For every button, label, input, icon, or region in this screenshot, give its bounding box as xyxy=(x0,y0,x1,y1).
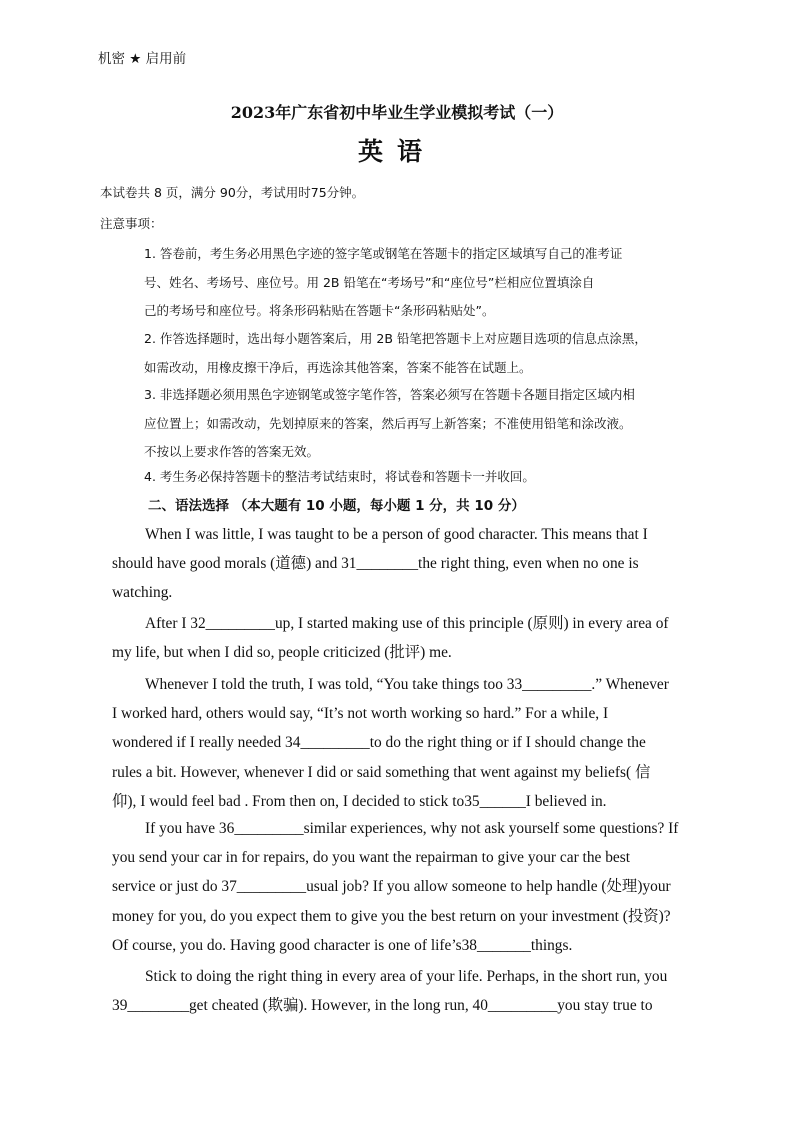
note-line: 不按以上要求作答的答案无效。 xyxy=(144,444,320,459)
passage-paragraph-5 xyxy=(112,962,702,1020)
passage-line: my life, but when I did so, people criticized (批评) me. xyxy=(112,644,452,662)
passage-line: you send your car in for repairs, do you want the repairman to give your car the best xyxy=(112,849,630,867)
passage-line: If you have 36_________similar experiences, why not ask yourself some questions? If xyxy=(145,820,679,837)
note-line: 己的考场号和座位号。将条形码粘贴在答题卡“条形码粘贴处”。 xyxy=(144,303,495,318)
passage-line: Stick to doing the right thing in every area of your life. Perhaps, in the short run, you xyxy=(145,968,668,985)
note-line: 2. 作答选择题时，选出每小题答案后，用 2B 铅笔把答题卡上对应题目选项的信息点涂黑， xyxy=(144,331,647,346)
passage-paragraph-3 xyxy=(112,670,702,816)
note-line: 应位置上；如需改动，先划掉原来的答案，然后再写上新答案；不准使用铅笔和涂改液。 xyxy=(144,415,632,431)
passage-line: Of course, you do. Having good character is one of life’s38_______things. xyxy=(112,936,573,954)
passage-line: 仰), I would feel bad . From then on, I decided to stick to35______I believed in. xyxy=(112,792,607,810)
note-item-2 xyxy=(144,325,704,382)
passage-line: I worked hard, others would say, “It’s not worth working so hard.” For a while, I xyxy=(112,705,609,723)
notes-label: 注意事项： xyxy=(100,216,163,231)
note-item-3 xyxy=(144,381,704,467)
passage-line: When I was little, I was taught to be a person of good character. This means that I xyxy=(145,526,648,543)
note-line: 3. 非选择题必须用黑色字迹钢笔或签字笔作答，答案必须写在答题卡各题目指定区域内相 xyxy=(144,387,635,402)
passage-paragraph-1 xyxy=(112,520,702,608)
passage-paragraph-2 xyxy=(112,609,702,667)
secret-label: 机密 ★ 启用前 xyxy=(98,51,187,67)
passage-line: service or just do 37_________usual job? If you allow someone to help handle (处理)your xyxy=(112,878,671,896)
passage-line: rules a bit. However, whenever I did or said something that went against my beliefs( 信 xyxy=(112,763,651,781)
exam-info: 本试卷共 8 页，满分 90分，考试用时75分钟。 xyxy=(100,185,365,200)
note-line: 4. 考生务必保持答题卡的整洁考试结束时，将试卷和答题卡一并收回。 xyxy=(144,469,535,484)
passage-line: Whenever I told the truth, I was told, “You take things too 33_________.” Whenever xyxy=(145,676,669,693)
passage-line: 39________get cheated (欺骗). However, in the long run, 40_________you stay true to xyxy=(112,997,653,1015)
passage-paragraph-4 xyxy=(112,814,702,960)
note-item-1 xyxy=(144,240,704,326)
note-item-4 xyxy=(144,463,704,492)
section-heading: 二、语法选择 （本大题有 10 小题，每小题 1 分，共 10 分） xyxy=(148,498,525,514)
passage-line: watching. xyxy=(112,584,173,602)
passage-line: money for you, do you expect them to give you the best return on your investment (投资)? xyxy=(112,907,671,925)
passage-line: wondered if I really needed 34_________to do the right thing or if I should change the xyxy=(112,734,646,752)
passage-line: After I 32_________up, I started making use of this principle (原则) in every area of xyxy=(145,615,669,632)
subject-title: 英语 xyxy=(357,137,436,166)
passage-line: should have good morals (道德) and 31________the right thing, even when no one is xyxy=(112,555,639,573)
exam-title: 2023年广东省初中毕业生学业模拟考试（一） xyxy=(230,103,564,122)
note-line: 如需改动，用橡皮擦干净后，再选涂其他答案，答案不能答在试题上。 xyxy=(144,359,532,375)
note-line: 1. 答卷前，考生务必用黑色字迹的签字笔或钢笔在答题卡的指定区域填写自己的准考证 xyxy=(144,246,623,261)
note-line: 号、姓名、考场号、座位号。用 2B 铅笔在“考场号”和“座位号”栏相应位置填涂自 xyxy=(144,274,595,290)
